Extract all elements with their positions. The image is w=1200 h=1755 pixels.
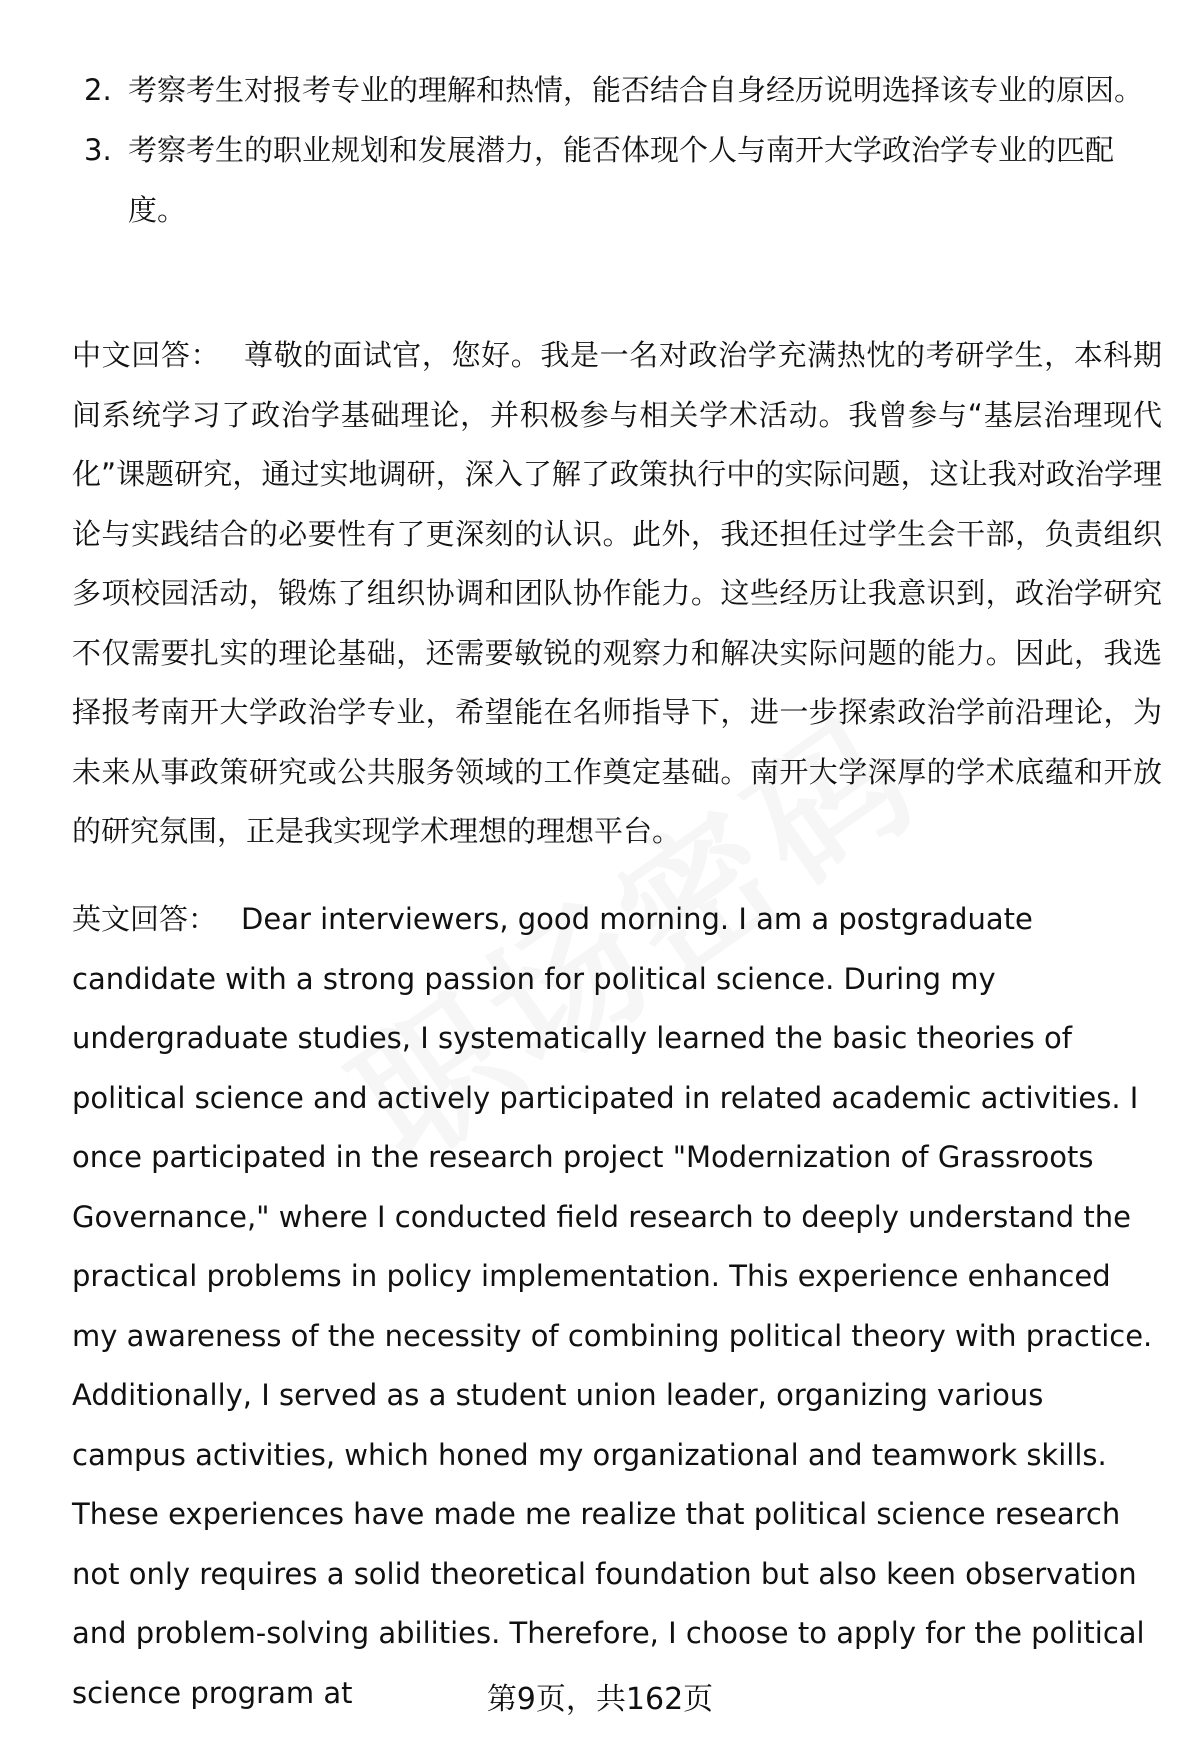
list-item-text: 考察考生对报考专业的理解和热情，能否结合自身经历说明选择该专业的原因。	[128, 73, 1144, 107]
list-item	[72, 60, 1152, 120]
list-item-number: 3.	[84, 133, 112, 167]
english-answer-label: 英文回答：	[72, 902, 218, 936]
english-answer-text: Dear interviewers, good morning. I am a postgraduate candidate with a strong passion for political science. During my undergraduate studies, I systematically learned the basic theories of political science and actively participated in related academic activities. I once participated in the research project "Modernization of Grassroots Governance," where I conducted field research to deeply understand the practical problems in policy implementation. This experience enhanced my awareness of the necessity of combining political theory with practice. Additionally, I served as a student union leader, organizing various campus activities, which honed my organizational and teamwork skills. These experiences have made me realize that political science research not only requires a solid theoretical foundation but also keen observation and problem-solving abilities. Therefore, I choose to apply for the political science program at	[72, 902, 1153, 1710]
chinese-answer-paragraph	[72, 326, 1162, 862]
page-indicator: 第9页，共162页	[486, 1682, 714, 1717]
criteria-list	[72, 60, 1152, 240]
english-answer-paragraph	[72, 890, 1162, 1723]
list-item-text: 考察考生的职业规划和发展潜力，能否体现个人与南开大学政治学专业的匹配度。	[128, 133, 1115, 227]
list-item-number: 2.	[84, 73, 112, 107]
chinese-answer-label: 中文回答：	[72, 338, 221, 372]
list-item	[72, 120, 1152, 240]
chinese-answer-text: 尊敬的面试官，您好。我是一名对政治学充满热忱的考研学生，本科期间系统学习了政治学基础理论，并积极参与相关学术活动。我曾参与“基层治理现代化”课题研究，通过实地调研，深入了解了政策执行中的实际问题，这让我对政治学理论与实践结合的必要性有了更深刻的认识。此外，我还担任过学生会干部，负责组织多项校园活动，锻炼了组织协调和团队协作能力。这些经历让我意识到，政治学研究不仅需要扎实的理论基础，还需要敏锐的观察力和解决实际问题的能力。因此，我选择报考南开大学政治学专业，希望能在名师指导下，进一步探索政治学前沿理论，为未来从事政策研究或公共服务领域的工作奠定基础。南开大学深厚的学术底蕴和开放的研究氛围，正是我实现学术理想的理想平台。	[72, 338, 1162, 848]
